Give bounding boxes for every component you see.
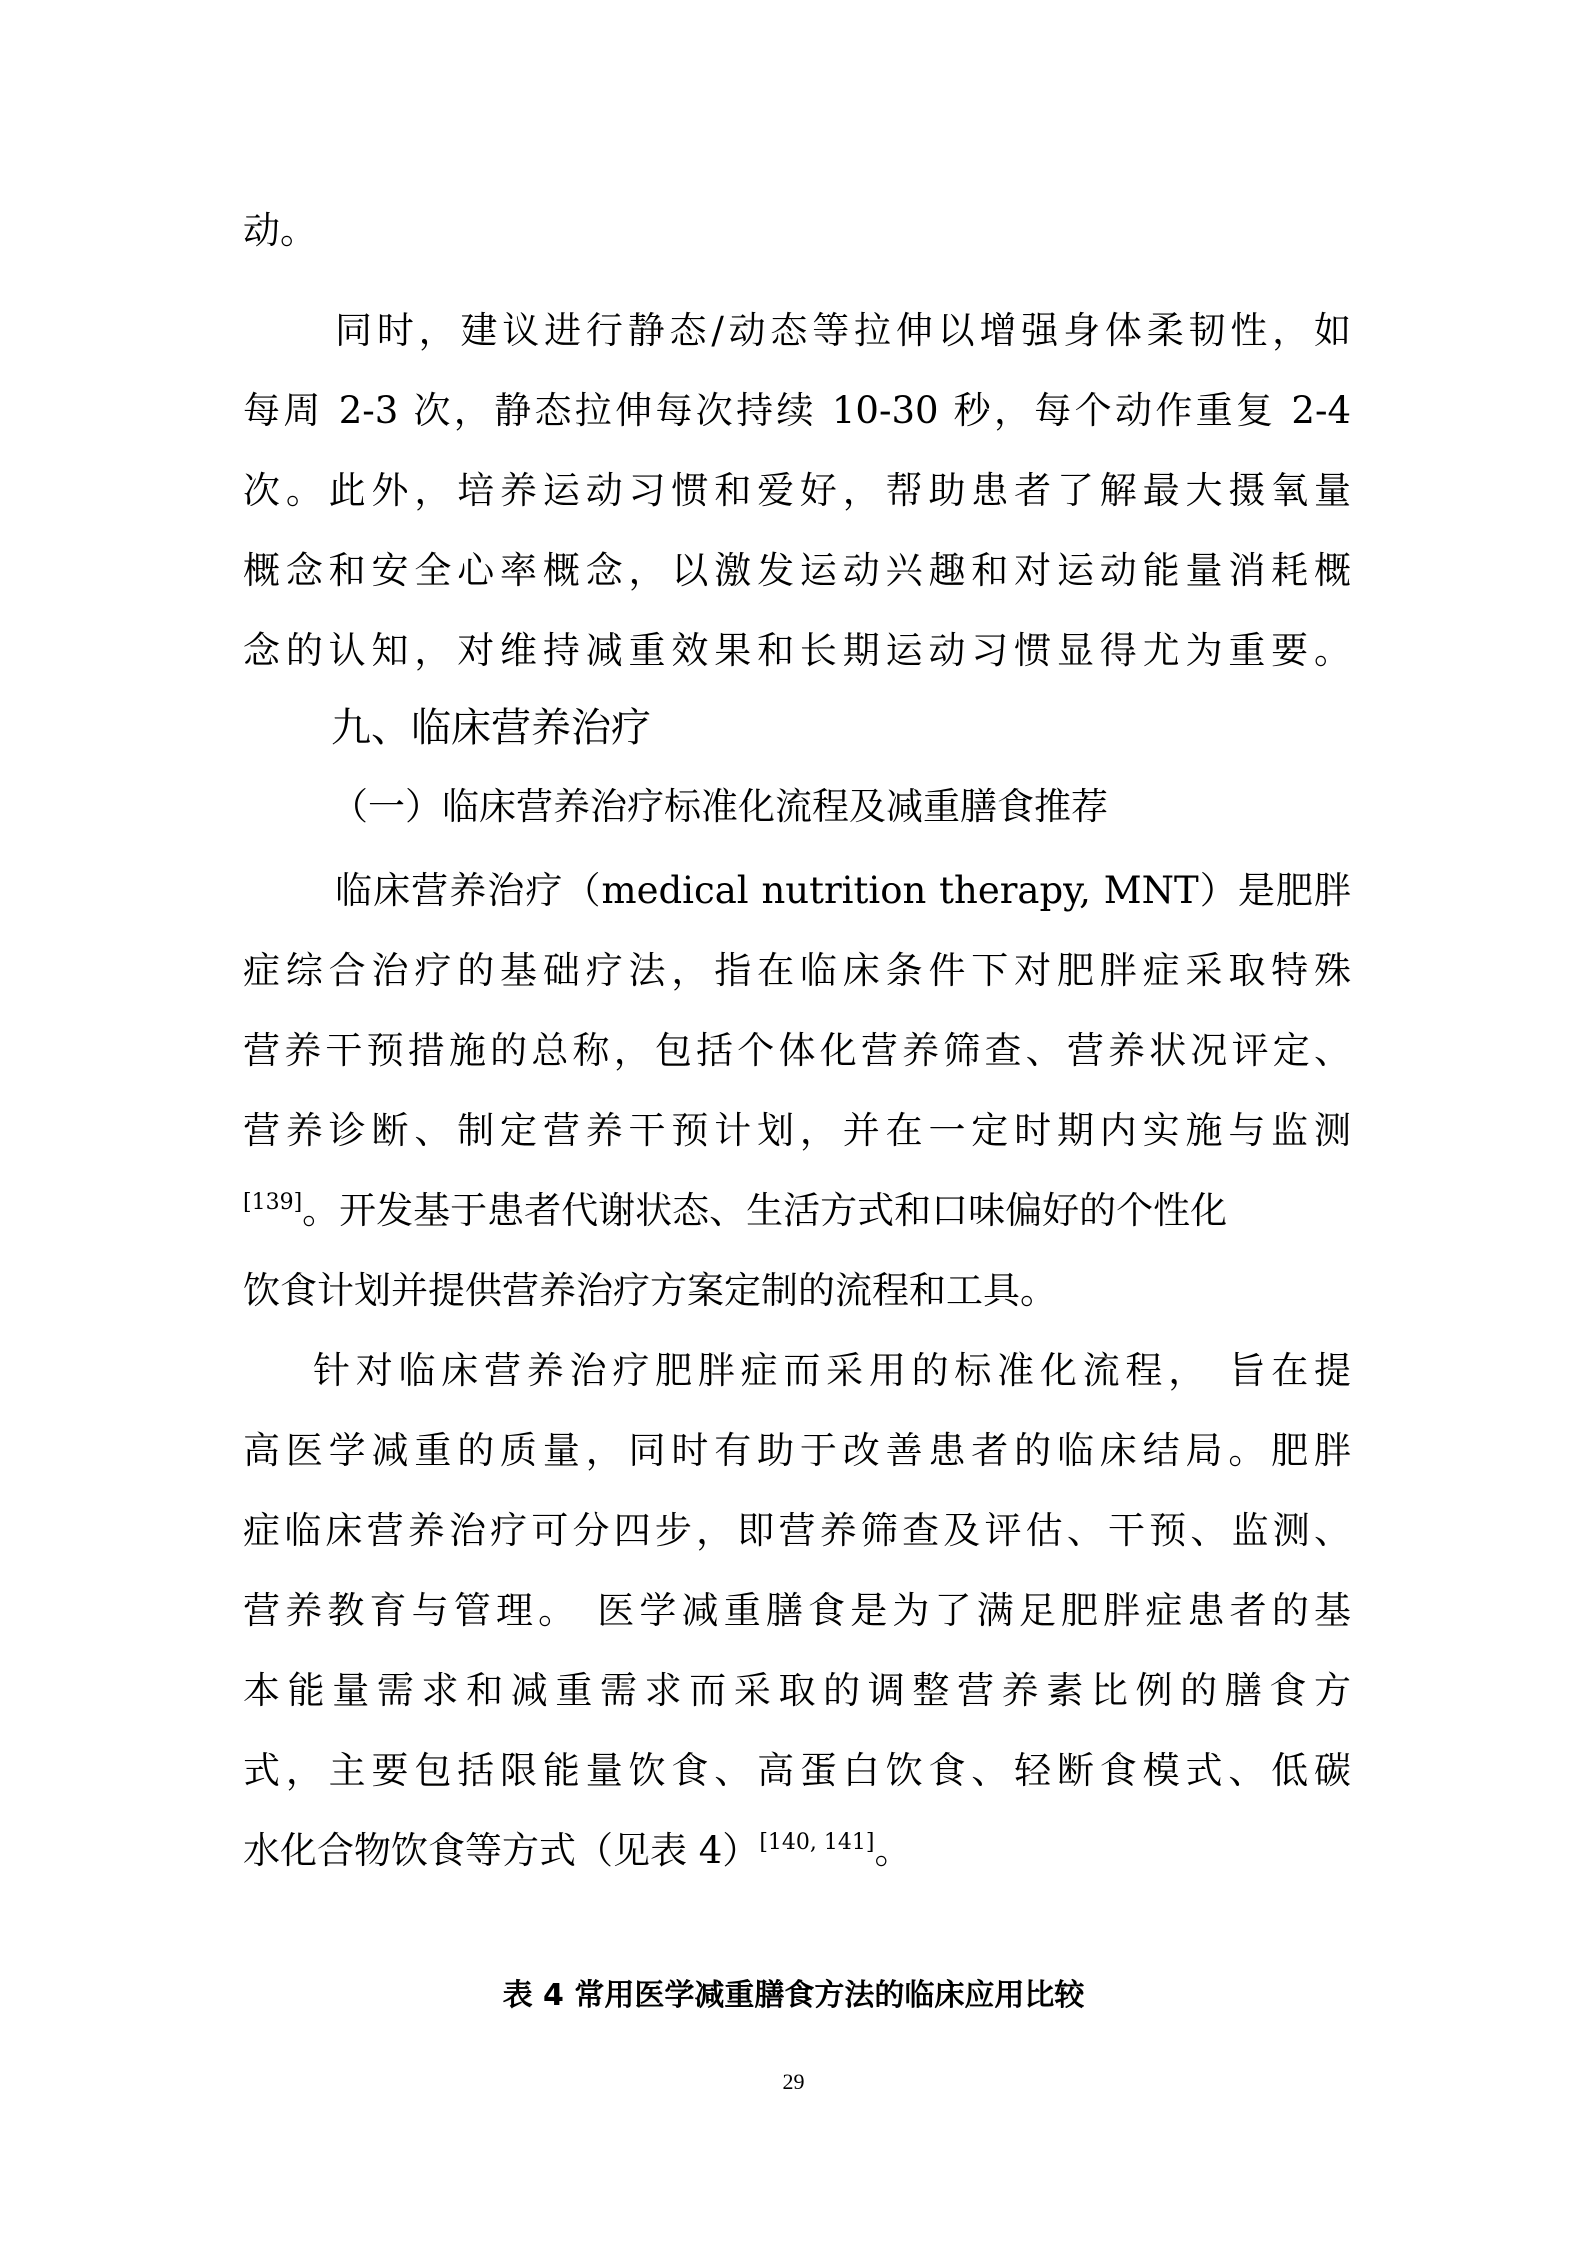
- paragraph-line: 高医学减重的质量，同时有助于改善患者的临床结局。肥胖: [243, 1429, 1351, 1472]
- paragraph-line: 动。: [243, 209, 317, 252]
- paragraph-line: 症综合治疗的基础疗法，指在临床条件下对肥胖症采取特殊: [243, 949, 1351, 992]
- citation: [139]: [243, 1190, 303, 1215]
- table-caption: 表 4 常用医学减重膳食方法的临床应用比较: [502, 1978, 1085, 2013]
- line-text: 。: [874, 1829, 912, 1872]
- paragraph-line: 饮食计划并提供营养治疗方案定制的流程和工具。: [243, 1269, 1057, 1312]
- paragraph-line: 营养教育与管理。 医学减重膳食是为了满足肥胖症患者的基: [243, 1589, 1351, 1632]
- line-text: 。开发基于患者代谢状态、生活方式和口味偏好的个性化: [302, 1189, 1228, 1232]
- paragraph-line: 症临床营养治疗可分四步，即营养筛查及评估、干预、监测、: [243, 1509, 1351, 1552]
- paragraph-line: 次。此外，培养运动习惯和爱好，帮助患者了解最大摄氧量: [243, 469, 1351, 512]
- line-text: 水化合物饮食等方式（见表 4）: [243, 1829, 760, 1872]
- paragraph-line: 临床营养治疗（medical nutrition therapy, MNT）是肥胖: [335, 869, 1351, 912]
- paragraph-line: 针对临床营养治疗肥胖症而采用的标准化流程， 旨在提: [313, 1349, 1351, 1392]
- citation: [140, 141]: [759, 1830, 875, 1855]
- paragraph-line: [243, 1186, 1351, 1236]
- paragraph-line: 每周 2-3 次，静态拉伸每次持续 10-30 秒，每个动作重复 2-4: [243, 389, 1351, 432]
- section-heading: 九、临床营养治疗: [331, 705, 651, 751]
- paragraph-line: 本能量需求和减重需求而采取的调整营养素比例的膳食方: [243, 1669, 1351, 1712]
- paragraph-line: 营养诊断、制定营养干预计划，并在一定时期内实施与监测: [243, 1109, 1351, 1152]
- paragraph-line: 同时，建议进行静态/动态等拉伸以增强身体柔韧性，如: [335, 309, 1351, 352]
- paragraph-line: [243, 1826, 1351, 1876]
- paragraph-line: 营养干预措施的总称，包括个体化营养筛查、营养状况评定、: [243, 1029, 1351, 1072]
- subsection-heading: （一）临床营养治疗标准化流程及减重膳食推荐: [331, 785, 1108, 828]
- paragraph-line: 概念和安全心率概念，以激发运动兴趣和对运动能量消耗概: [243, 549, 1351, 592]
- page-number: 29: [782, 2069, 805, 2094]
- paragraph-line: 念的认知，对维持减重效果和长期运动习惯显得尤为重要。: [243, 629, 1351, 672]
- paragraph-line: 式，主要包括限能量饮食、高蛋白饮食、轻断食模式、低碳: [243, 1749, 1351, 1792]
